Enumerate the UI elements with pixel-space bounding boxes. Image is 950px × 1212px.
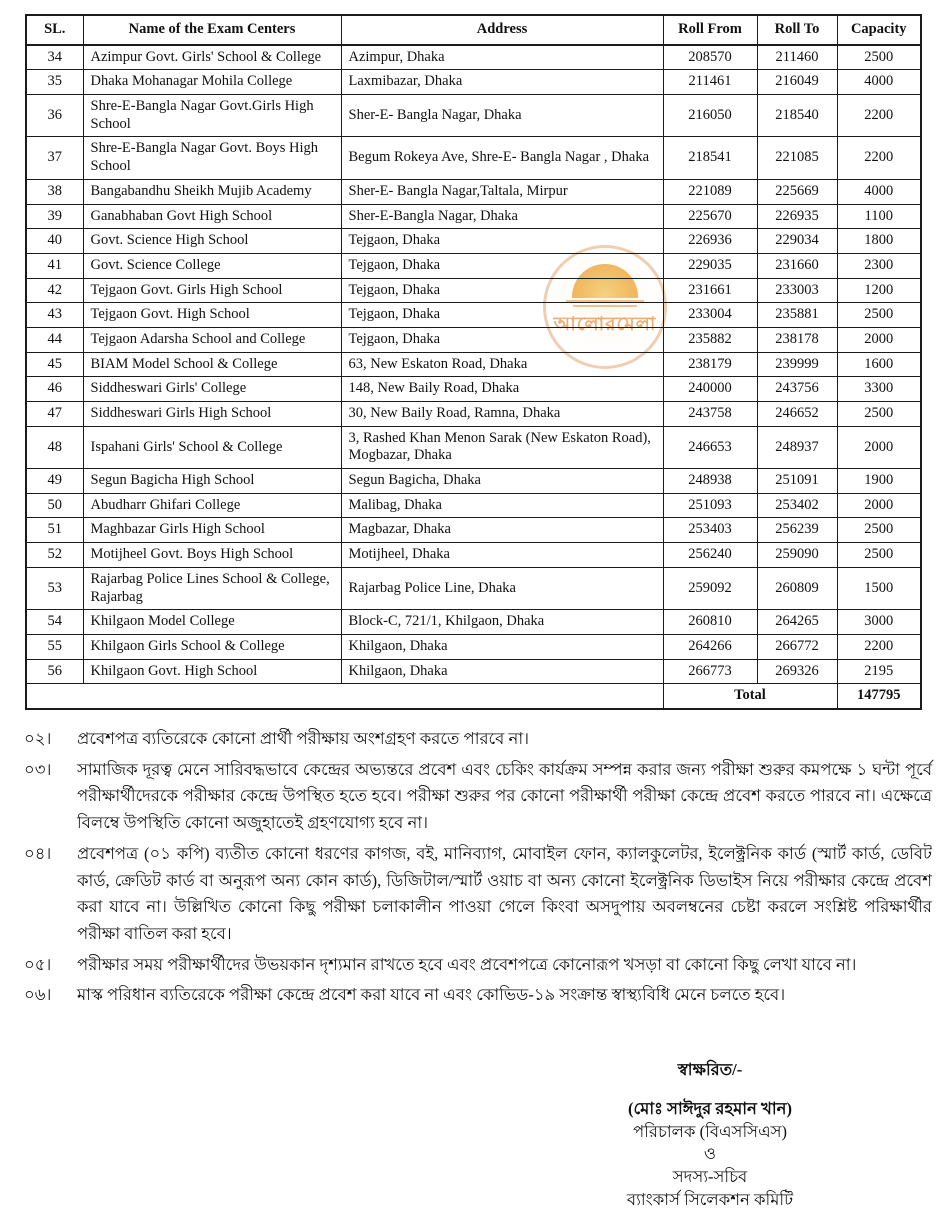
cell-name: Siddheswari Girls' College	[83, 377, 341, 402]
cell-sl: 46	[26, 377, 83, 402]
cell-name: Siddheswari Girls High School	[83, 402, 341, 427]
cell-sl: 38	[26, 179, 83, 204]
table-row	[26, 634, 921, 659]
cell-address: Tejgaon, Dhaka	[341, 327, 663, 352]
cell-roll-from: 264266	[663, 634, 757, 659]
cell-roll-from: 266773	[663, 659, 757, 684]
table-row	[26, 253, 921, 278]
table-row	[26, 303, 921, 328]
cell-name: Shre-E-Bangla Nagar Govt.Girls High School	[83, 95, 341, 137]
cell-roll-from: 221089	[663, 179, 757, 204]
cell-roll-to: 239999	[757, 352, 837, 377]
cell-roll-to: 238178	[757, 327, 837, 352]
cell-name: Ganabhaban Govt High School	[83, 204, 341, 229]
cell-roll-from: 229035	[663, 253, 757, 278]
cell-name: Govt. Science College	[83, 253, 341, 278]
table-row	[26, 95, 921, 137]
cell-capacity: 2200	[837, 634, 921, 659]
signature-name: (মোঃ সাঈদুর রহমান খান)	[627, 1098, 792, 1118]
document-page	[0, 14, 950, 1209]
note-item	[24, 757, 932, 837]
cell-address: Magbazar, Dhaka	[341, 518, 663, 543]
cell-roll-to: 246652	[757, 402, 837, 427]
cell-sl: 36	[26, 95, 83, 137]
table-row	[26, 543, 921, 568]
cell-address: Malibag, Dhaka	[341, 493, 663, 518]
cell-name: Bangabandhu Sheikh Mujib Academy	[83, 179, 341, 204]
cell-address: 148, New Baily Road, Dhaka	[341, 377, 663, 402]
signature-member-secretary: সদস্য-সচিব	[672, 1167, 748, 1187]
cell-address: 30, New Baily Road, Ramna, Dhaka	[341, 402, 663, 427]
table-row	[26, 377, 921, 402]
cell-name: Azimpur Govt. Girls' School & College	[83, 45, 341, 70]
cell-address: Khilgaon, Dhaka	[341, 634, 663, 659]
cell-roll-from: 216050	[663, 95, 757, 137]
table-row	[26, 137, 921, 179]
cell-name: Khilgaon Model College	[83, 610, 341, 635]
cell-name: Khilgaon Girls School & College	[83, 634, 341, 659]
cell-sl: 34	[26, 45, 83, 70]
cell-capacity: 2500	[837, 303, 921, 328]
cell-capacity: 2200	[837, 137, 921, 179]
note-item	[24, 982, 932, 1009]
cell-address: Tejgaon, Dhaka	[341, 303, 663, 328]
signature-signed-label: স্বাক্ষরিত/-	[677, 1060, 743, 1080]
cell-capacity: 2000	[837, 426, 921, 468]
cell-roll-from: 259092	[663, 567, 757, 609]
table-row	[26, 469, 921, 494]
total-label: Total	[663, 684, 837, 709]
table-row	[26, 278, 921, 303]
cell-capacity: 1600	[837, 352, 921, 377]
cell-address: Sher-E- Bangla Nagar,Taltala, Mirpur	[341, 179, 663, 204]
cell-capacity: 2500	[837, 45, 921, 70]
cell-roll-to: 266772	[757, 634, 837, 659]
total-capacity-value: 147795	[837, 684, 921, 709]
cell-sl: 35	[26, 70, 83, 95]
cell-name: Motijheel Govt. Boys High School	[83, 543, 341, 568]
cell-address: Azimpur, Dhaka	[341, 45, 663, 70]
cell-sl: 52	[26, 543, 83, 568]
cell-sl: 41	[26, 253, 83, 278]
col-header-name: Name of the Exam Centers	[83, 15, 341, 45]
cell-sl: 55	[26, 634, 83, 659]
cell-sl: 51	[26, 518, 83, 543]
cell-roll-from: 238179	[663, 352, 757, 377]
cell-name: Dhaka Mohanagar Mohila College	[83, 70, 341, 95]
cell-name: Tejgaon Adarsha School and College	[83, 327, 341, 352]
table-row	[26, 402, 921, 427]
cell-address: 3, Rashed Khan Menon Sarak (New Eskaton Road), Mogbazar, Dhaka	[341, 426, 663, 468]
cell-capacity: 1100	[837, 204, 921, 229]
cell-roll-to: 251091	[757, 469, 837, 494]
cell-sl: 40	[26, 229, 83, 254]
cell-sl: 37	[26, 137, 83, 179]
cell-address: 63, New Eskaton Road, Dhaka	[341, 352, 663, 377]
cell-roll-from: 246653	[663, 426, 757, 468]
cell-capacity: 2500	[837, 518, 921, 543]
cell-address: Tejgaon, Dhaka	[341, 229, 663, 254]
col-header-capacity: Capacity	[837, 15, 921, 45]
cell-capacity: 2000	[837, 327, 921, 352]
cell-name: Tejgaon Govt. Girls High School	[83, 278, 341, 303]
cell-roll-to: 229034	[757, 229, 837, 254]
table-row	[26, 518, 921, 543]
cell-address: Khilgaon, Dhaka	[341, 659, 663, 684]
cell-roll-from: 211461	[663, 70, 757, 95]
cell-capacity: 2300	[837, 253, 921, 278]
cell-capacity: 2195	[837, 659, 921, 684]
note-number: ০৪।	[24, 843, 52, 863]
cell-sl: 45	[26, 352, 83, 377]
cell-roll-to: 253402	[757, 493, 837, 518]
cell-capacity: 2500	[837, 402, 921, 427]
cell-roll-from: 240000	[663, 377, 757, 402]
table-row	[26, 45, 921, 70]
cell-roll-to: 231660	[757, 253, 837, 278]
note-text: পরীক্ষার সময় পরীক্ষার্থীদের উভয়কান দৃশ্যমান রাখতে হবে এবং প্রবেশপত্রে কোনোরূপ খসড়া বা কোনো কিছু লেখা যাবে না।	[77, 954, 857, 974]
cell-roll-to: 243756	[757, 377, 837, 402]
table-row	[26, 229, 921, 254]
signature-role: পরিচালক (বিএসসিএস)	[632, 1121, 788, 1141]
note-number: ০৩।	[24, 759, 52, 779]
cell-sl: 47	[26, 402, 83, 427]
note-item	[24, 726, 932, 753]
cell-roll-to: 226935	[757, 204, 837, 229]
cell-capacity: 1800	[837, 229, 921, 254]
cell-roll-to: 259090	[757, 543, 837, 568]
signature-committee: ব্যাংকার্স সিলেকশন কমিটি	[626, 1189, 794, 1209]
table-row	[26, 659, 921, 684]
cell-sl: 50	[26, 493, 83, 518]
col-header-roll-from: Roll From	[663, 15, 757, 45]
table-row	[26, 567, 921, 609]
cell-roll-from: 256240	[663, 543, 757, 568]
cell-roll-from: 208570	[663, 45, 757, 70]
note-text: মাস্ক পরিধান ব্যতিরেকে পরীক্ষা কেন্দ্রে প্রবেশ করা যাবে না এবং কোভিড-১৯ সংক্রান্ত স্বাস্থ্যবিধি মেনে চলতে হবে।	[77, 985, 786, 1005]
cell-roll-to: 218540	[757, 95, 837, 137]
cell-name: Rajarbag Police Lines School & College, Rajarbag	[83, 567, 341, 609]
cell-capacity: 1200	[837, 278, 921, 303]
cell-name: Govt. Science High School	[83, 229, 341, 254]
cell-sl: 53	[26, 567, 83, 609]
cell-name: BIAM Model School & College	[83, 352, 341, 377]
note-number: ০২।	[24, 728, 52, 748]
note-text: প্রবেশপত্র (০১ কপি) ব্যতীত কোনো ধরণের কাগজ, বই, মানিব্যাগ, মোবাইল ফোন, ক্যালকুলেটর, ইলেক্ট্রনিক কার্ড (স্মার্ট কার্ড, ডেবিট কার্ড, ক্রেডিট কার্ড বা অনুরূপ অন্য কোন কার্ড), ডিজিটাল/স্মার্ট ওয়াচ বা অন্য কোনো ইলেক্ট্রনিক ডিভাইস নিয়ে পরীক্ষার কেন্দ্রে প্রবেশ করা যাবে না। উল্লিখিত কোনো কিছু পরীক্ষা চলাকালীন পাওয়া গেলে কিংবা অসদুপায় অবলম্বনের চেষ্টা করলে সংশ্লিষ্ট পরিক্ষার্থীর পরীক্ষা বাতিল করা হবে।	[77, 843, 932, 943]
cell-capacity: 3000	[837, 610, 921, 635]
table-row	[26, 352, 921, 377]
cell-capacity: 4000	[837, 70, 921, 95]
cell-roll-to: 221085	[757, 137, 837, 179]
note-item	[24, 952, 932, 979]
table-header-row	[26, 15, 921, 45]
cell-roll-to: 216049	[757, 70, 837, 95]
cell-roll-from: 225670	[663, 204, 757, 229]
cell-sl: 54	[26, 610, 83, 635]
cell-address: Sher-E- Bangla Nagar, Dhaka	[341, 95, 663, 137]
notes-section	[24, 726, 932, 1009]
note-number: ০৫।	[24, 954, 52, 974]
cell-roll-to: 256239	[757, 518, 837, 543]
cell-roll-to: 225669	[757, 179, 837, 204]
col-header-sl: SL.	[26, 15, 83, 45]
cell-name: Tejgaon Govt. High School	[83, 303, 341, 328]
cell-address: Motijheel, Dhaka	[341, 543, 663, 568]
table-row	[26, 610, 921, 635]
cell-capacity: 2200	[837, 95, 921, 137]
cell-name: Ispahani Girls' School & College	[83, 426, 341, 468]
cell-address: Tejgaon, Dhaka	[341, 278, 663, 303]
cell-sl: 56	[26, 659, 83, 684]
cell-roll-to: 264265	[757, 610, 837, 635]
cell-sl: 44	[26, 327, 83, 352]
cell-sl: 43	[26, 303, 83, 328]
table-row	[26, 327, 921, 352]
cell-roll-to: 211460	[757, 45, 837, 70]
cell-roll-from: 251093	[663, 493, 757, 518]
table-row	[26, 204, 921, 229]
cell-name: Abudharr Ghifari College	[83, 493, 341, 518]
cell-roll-from: 253403	[663, 518, 757, 543]
cell-roll-to: 235881	[757, 303, 837, 328]
exam-centers-table	[25, 14, 922, 710]
cell-roll-from: 231661	[663, 278, 757, 303]
cell-roll-to: 260809	[757, 567, 837, 609]
signature-conjunction: ও	[703, 1144, 717, 1164]
cell-address: Sher-E-Bangla Nagar, Dhaka	[341, 204, 663, 229]
cell-roll-from: 226936	[663, 229, 757, 254]
cell-sl: 42	[26, 278, 83, 303]
note-number: ০৬।	[24, 985, 52, 1005]
cell-roll-from: 218541	[663, 137, 757, 179]
cell-capacity: 2000	[837, 493, 921, 518]
note-text: প্রবেশপত্র ব্যতিরেকে কোনো প্রার্থী পরীক্ষায় অংশগ্রহণ করতে পারবে না।	[77, 728, 530, 748]
cell-sl: 49	[26, 469, 83, 494]
cell-name: Khilgaon Govt. High School	[83, 659, 341, 684]
cell-roll-from: 233004	[663, 303, 757, 328]
cell-roll-to: 248937	[757, 426, 837, 468]
note-item	[24, 841, 932, 948]
table-row	[26, 179, 921, 204]
col-header-address: Address	[341, 15, 663, 45]
cell-roll-from: 248938	[663, 469, 757, 494]
cell-sl: 48	[26, 426, 83, 468]
cell-capacity: 3300	[837, 377, 921, 402]
col-header-roll-to: Roll To	[757, 15, 837, 45]
cell-capacity: 4000	[837, 179, 921, 204]
cell-roll-from: 260810	[663, 610, 757, 635]
total-empty-cell	[26, 684, 663, 709]
note-text: সামাজিক দূরত্ব মেনে সারিবদ্ধভাবে কেন্দ্রের অভ্যন্তরে প্রবেশ এবং চেকিং কার্যক্রম সম্পন্ন করার জন্য পরীক্ষা শুরুর কমপক্ষে ১ ঘন্টা পূর্বে পরীক্ষার্থীদেরকে পরীক্ষার কেন্দ্রে উপস্থিত হতে হবে। পরীক্ষা শুরুর পর কোনো পরীক্ষার্থী পরীক্ষা কেন্দ্রে প্রবেশ করতে পারবে না। এক্ষেত্রে বিলম্বে উপস্থিতি কোনো অজুহাতেই গ্রহণযোগ্য হবে না।	[77, 759, 932, 833]
cell-name: Segun Bagicha High School	[83, 469, 341, 494]
table-row	[26, 426, 921, 468]
cell-capacity: 1900	[837, 469, 921, 494]
cell-roll-to: 233003	[757, 278, 837, 303]
cell-sl: 39	[26, 204, 83, 229]
cell-address: Begum Rokeya Ave, Shre-E- Bangla Nagar , Dhaka	[341, 137, 663, 179]
signature-block	[545, 1059, 875, 1212]
cell-name: Shre-E-Bangla Nagar Govt. Boys High School	[83, 137, 341, 179]
cell-roll-from: 243758	[663, 402, 757, 427]
cell-roll-to: 269326	[757, 659, 837, 684]
cell-capacity: 2500	[837, 543, 921, 568]
watermark-text: আলোরমেলা	[553, 314, 657, 335]
cell-address: Segun Bagicha, Dhaka	[341, 469, 663, 494]
table-total-row	[26, 684, 921, 709]
table-row	[26, 493, 921, 518]
cell-address: Block-C, 721/1, Khilgaon, Dhaka	[341, 610, 663, 635]
cell-address: Laxmibazar, Dhaka	[341, 70, 663, 95]
table-row	[26, 70, 921, 95]
cell-name: Maghbazar Girls High School	[83, 518, 341, 543]
cell-capacity: 1500	[837, 567, 921, 609]
cell-address: Tejgaon, Dhaka	[341, 253, 663, 278]
cell-address: Rajarbag Police Line, Dhaka	[341, 567, 663, 609]
cell-roll-from: 235882	[663, 327, 757, 352]
